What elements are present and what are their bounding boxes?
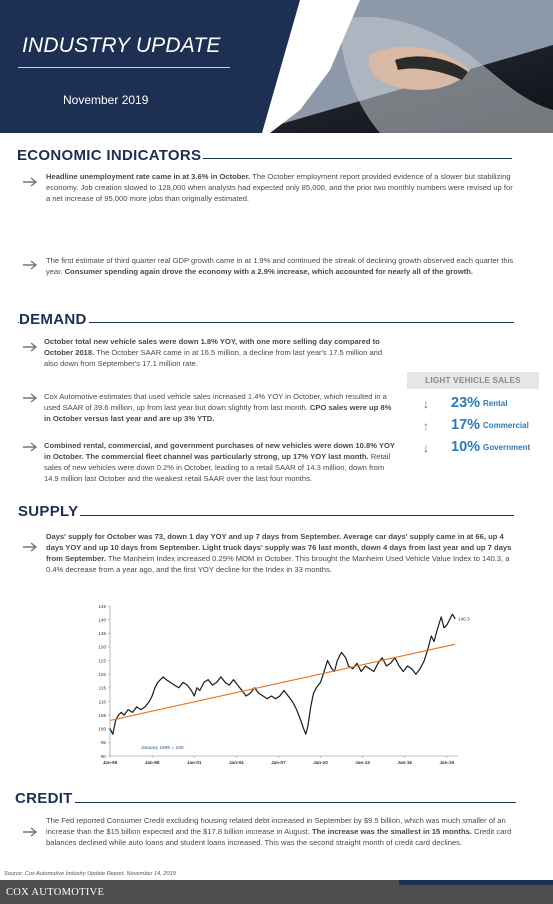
section-rule-supply <box>18 515 514 516</box>
credit-paragraph-1: The Fed reported Consumer Credit excluding housing related debt increased in September by $9.5 billion, which was much smaller of an increase than the $15 billion expected and the $17.8 billion increase in August. The increase was the smallest in 15 months. Credit card balances declined while auto loans and student loans increased. This was the second straight month of credit card declines. <box>46 816 512 847</box>
sales-label: Commercial <box>483 421 529 430</box>
manheim-index-chart <box>90 600 474 772</box>
arrow-down-icon: ↓ <box>423 441 429 455</box>
demand-paragraph-3: Combined rental, commercial, and government purchases of new vehicles were down 10.8% YOY in October. The commercial fleet channel was particularly strong, up 17% YOY last month. Retail sales of new vehicles were down 0.2% in October, leading to a retail SAAR of 14.3 million, down from 14.9 million last October and the weakest retail SAAR over the last four months. <box>44 441 395 483</box>
x-tick-label: Jan-13 <box>355 760 370 765</box>
x-tick-label: Jan-07 <box>271 760 286 765</box>
hero-banner <box>0 0 553 133</box>
x-tick-label: Jan-01 <box>186 760 202 765</box>
x-tick-label: Jan-16 <box>397 760 412 765</box>
arrow-right-icon <box>22 177 38 187</box>
section-heading-economic: ECONOMIC INDICATORS <box>17 147 202 164</box>
x-tick-label: Jan-95 <box>102 760 118 765</box>
y-tick-label: 135 <box>98 631 106 637</box>
econ-paragraph-2: The first estimate of third quarter real GDP growth came in at 1.9% and continued the streak of declining growth observed each quarter this year. Consumer spending again drove the economy with a 2.9% increase, which accounted for nearly all of the growth. <box>46 256 514 276</box>
light-vehicle-sales-panel <box>407 372 539 460</box>
y-tick-label: 125 <box>98 658 106 664</box>
arrow-right-icon <box>22 542 38 552</box>
y-tick-label: 115 <box>98 685 106 691</box>
source-citation: Source: Cox Automotive Industry Update Report, November 14, 2019 <box>4 871 176 877</box>
section-rule-credit <box>18 802 516 803</box>
sales-row-rental <box>407 394 539 416</box>
y-tick-label: 145 <box>98 603 106 609</box>
report-date: November 2019 <box>63 93 149 107</box>
y-tick-label: 100 <box>98 726 106 732</box>
sales-row-commercial <box>407 416 539 438</box>
y-tick-label: 130 <box>98 644 106 650</box>
y-tick-label: 110 <box>98 699 106 705</box>
arrow-down-icon: ↓ <box>423 397 429 411</box>
arrow-right-icon <box>22 442 38 452</box>
sales-label: Government <box>483 443 531 452</box>
y-tick-label: 120 <box>98 671 106 677</box>
arrow-right-icon <box>22 827 38 837</box>
y-tick-label: 140 <box>98 617 106 623</box>
page-title: INDUSTRY UPDATE <box>22 34 221 57</box>
sales-percent: 23% <box>451 395 481 411</box>
section-heading-supply: SUPPLY <box>18 503 79 520</box>
section-heading-demand: DEMAND <box>19 311 87 328</box>
x-tick-label: Jan-10 <box>313 760 328 765</box>
index-series-line <box>110 614 455 734</box>
section-heading-credit: CREDIT <box>15 790 73 807</box>
arrow-right-icon <box>22 260 38 270</box>
supply-paragraph-1: Days' supply for October was 73, down 1 day YOY and up 7 days from September. Average car days' supply came in at 66, up 4 days YOY and up 10 days from September. Light truck days' supply was 76 last month, down 4 days from last year and up 7 days from September. The Manheim Index increased 0.29% MOM in October. This brought the Manheim Used Vehicle Value Index to 140.3, a 0.4% decrease from a year ago, and the first YOY decline for the Index in 33 months. <box>46 532 512 574</box>
x-tick-label: Jan-04 <box>229 760 244 765</box>
sales-percent: 10% <box>451 439 481 455</box>
y-tick-label: 105 <box>98 712 106 718</box>
demand-paragraph-2: Cox Automotive estimates that used vehicle sales increased 1.4% YOY in October, which resulted in a used SAAR of 39.6 million, up from last year but down slightly from last month. CPO sales were up 8% in October versus last year and are up 3% YTD. <box>44 392 392 423</box>
demand-paragraph-1: October total new vehicle sales were down 1.8% YOY, with one more selling day compared to October 2018. The October SAAR came in at 16.5 million, a decline from last year's 17.5 million and also down from September's 17.1 million rate. <box>44 337 383 368</box>
section-rule-demand <box>18 322 514 323</box>
y-tick-label: 95 <box>100 740 106 746</box>
x-tick-label: Jan-98 <box>144 760 160 765</box>
trend-line <box>110 644 455 720</box>
sales-row-government <box>407 438 539 460</box>
econ-paragraph-1: Headline unemployment rate came in at 3.6% in October. The October employment report provided evidence of a slower but stabilizing economy. Job creation slowed to 128,000 when analysts had expected only 85,000, and the prior two monthly numbers were revised up for a net increase of 95,000 more jobs than originally estimated. <box>46 172 513 203</box>
sales-label: Rental <box>483 399 508 408</box>
y-tick-label: 90 <box>100 753 106 759</box>
cox-automotive-logo: COX AUTOMOTIVE <box>6 887 105 898</box>
chart-note: January 1995 = 100 <box>140 745 184 751</box>
arrow-right-icon <box>22 342 38 352</box>
light-vehicle-sales-title: LIGHT VEHICLE SALES <box>407 372 539 389</box>
x-tick-label: Jan-19 <box>439 760 455 765</box>
title-divider <box>18 67 230 68</box>
arrow-up-icon: ↑ <box>423 419 429 433</box>
footer-accent-strip <box>399 880 553 885</box>
arrow-right-icon <box>22 393 38 403</box>
sales-percent: 17% <box>451 417 481 433</box>
end-value-label: 140.3 <box>458 616 470 622</box>
